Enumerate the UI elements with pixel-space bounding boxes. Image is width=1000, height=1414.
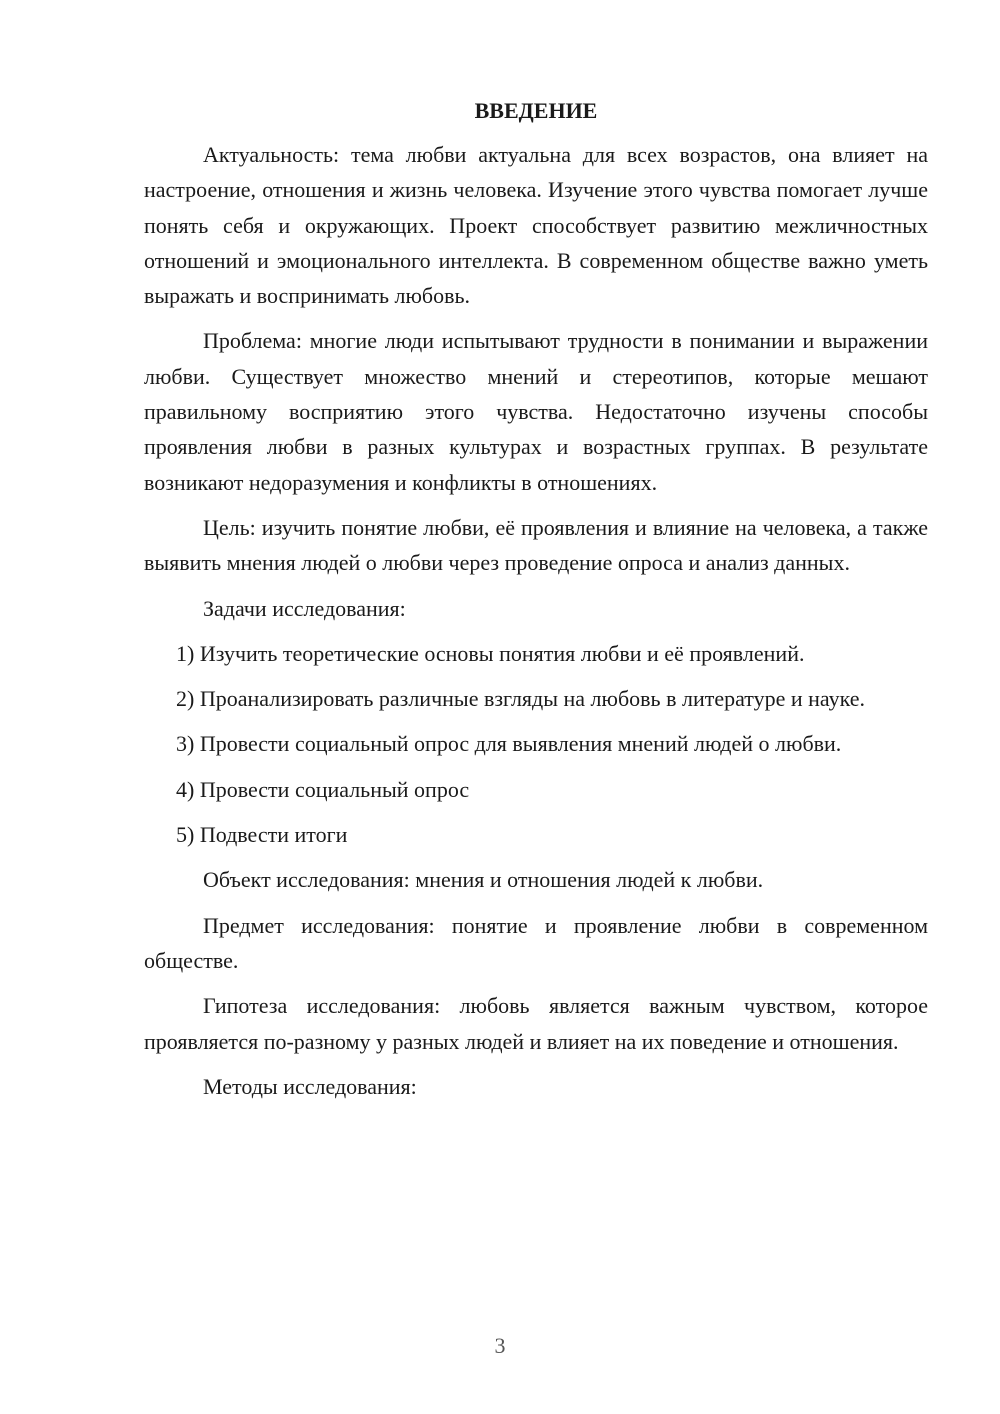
paragraph-hypothesis: Гипотеза исследования: любовь является важным чувством, которое проявляется по-разному у разных людей и влияет на их поведение и отношения.: [144, 993, 928, 1054]
task-item-4: 4) Провести социальный опрос: [176, 776, 470, 802]
paragraph-relevance: Актуальность: тема любви актуальна для всех возрастов, она влияет на настроение, отношения и жизнь человека. Изучение этого чувства помогает лучше понять себя и окружающих. Проект способствует развитию межличностных отношений и эмоционального интеллекта. В современном обществе важно уметь выражать и воспринимать любовь.: [144, 142, 928, 309]
section-title: ВВЕДЕНИЕ: [474, 98, 598, 123]
page-number: 3: [494, 1333, 506, 1358]
task-item-5: 5) Подвести итоги: [176, 822, 348, 848]
paragraph-object: Объект исследования: мнения и отношения людей к любви.: [203, 867, 764, 893]
document-page: [144, 96, 928, 1114]
task-item-2: 2) Проанализировать различные взгляды на любовь в литературе и науке.: [176, 686, 865, 712]
task-item-3: 3) Провести социальный опрос для выявления мнений людей о любви.: [176, 731, 842, 757]
paragraph-subject: Предмет исследования: понятие и проявление любви в современном обществе.: [144, 912, 928, 973]
task-item-1: 1) Изучить теоретические основы понятия любви и её проявлений.: [176, 640, 805, 666]
paragraph-problem: Проблема: многие люди испытывают трудности в понимании и выражении любви. Существует множество мнений и стереотипов, которые мешают правильному восприятию этого чувства. Недостаточно изучены способы проявления любви в разных культурах и возрастных группах. В результате возникают недоразумения и конфликты в отношениях.: [144, 328, 928, 495]
paragraph-tasks-heading: Задачи исследования:: [203, 595, 406, 621]
paragraph-goal: Цель: изучить понятие любви, её проявления и влияние на человека, а также выявить мнения людей о любви через проведение опроса и анализ данных.: [144, 514, 928, 576]
paragraph-methods: Методы исследования:: [203, 1073, 417, 1099]
